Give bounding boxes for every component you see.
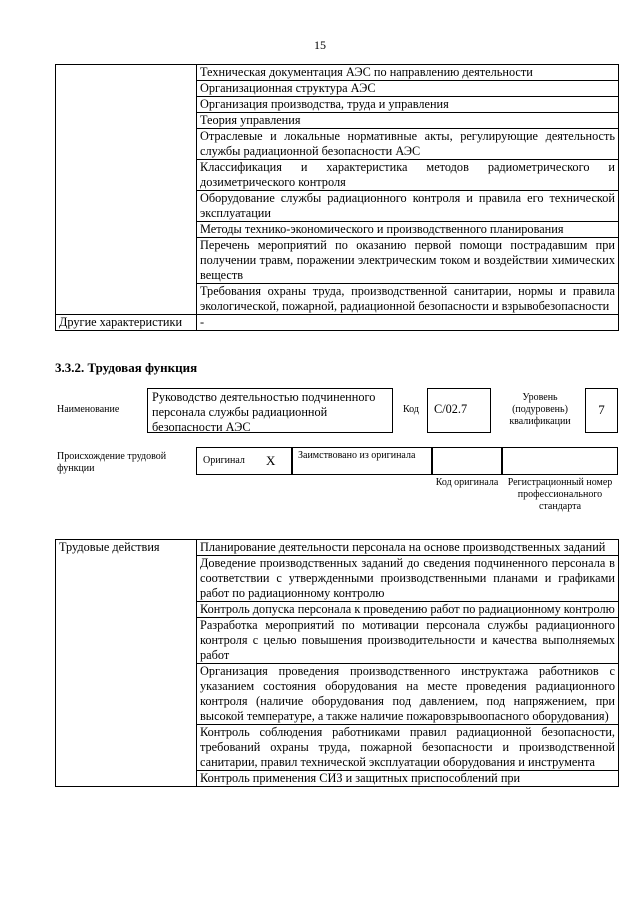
knowledge-item: Организация производства, труда и управления [197,97,619,113]
labor-actions-table [55,539,619,787]
knowledge-item: Организационная структура АЭС [197,81,619,97]
page-number: 15 [314,38,326,52]
original-code-label: Код оригинала [435,477,499,488]
labor-action-item: Разработка мероприятий по мотивации персонала службы радиационного контроля с целью повышения производительности и качества выполняемых работ [197,618,619,664]
registration-number-cell [502,447,618,475]
knowledge-item: Классификация и характеристика методов радиометрического и дозиметрического контроля [197,160,619,191]
labor-action-item: Контроль допуска персонала к проведению работ по радиационному контролю [197,602,619,618]
knowledge-item: Теория управления [197,113,619,129]
qualification-level: 7 [585,388,618,433]
table-row [56,540,619,556]
function-code: C/02.7 [427,388,491,433]
labor-action-item: Доведение производственных заданий до сведения подчиненного персонала в соответствии с утвержденными производственными планами и графиками работ по радиационному контролю [197,556,619,602]
section-heading: 3.3.2. Трудовая функция [55,360,198,375]
labor-actions-label: Трудовые действия [56,540,197,787]
knowledge-item: Перечень мероприятий по оказанию первой помощи пострадавшим при получении травм, поражении электрическим током и воздействии химических веществ [197,238,619,284]
name-label: Наименование [57,404,120,415]
original-cell [196,447,292,475]
table-row [56,65,619,81]
knowledge-item: Оборудование службы радиационного контроля и правила его технической эксплуатации [197,191,619,222]
original-label: Оригинал [203,455,245,466]
other-characteristics-label: Другие характеристики [56,315,197,331]
knowledge-item: Требования охраны труда, производственной санитарии, нормы и правила экологической, пожарной, радиационной безопасности и взрывобезопасности [197,284,619,315]
knowledge-item: Отраслевые и локальные нормативные акты, регулирующие деятельность службы радиационной безопасности АЭС [197,129,619,160]
qualification-level-label: Уровень (подуровень) квалификации [509,392,571,427]
knowledge-label-cell [56,65,197,315]
other-characteristics-value: - [197,315,619,331]
original-code-cell [432,447,502,475]
labor-action-item: Планирование деятельности персонала на основе производственных заданий [197,540,619,556]
labor-action-item: Контроль применения СИЗ и защитных приспособлений при [197,771,619,787]
registration-number-label: Регистрационный номер профессионального стандарта [507,477,613,512]
knowledge-table [55,64,619,331]
labor-action-item: Контроль соблюдения работниками правил радиационной безопасности, требований охраны труда, пожарной безопасности и производственной санитарии, правил технической эксплуатации оборудования и инструмента [197,725,619,771]
labor-action-item: Организация проведения производственного инструктажа работников с указанием состояния оборудования на месте проведения радиационного контроля (наличие оборудования под давлением, под напряжением, при высокой температуре, а также наличие пожаровзрывоопасного оборудования) [197,664,619,725]
knowledge-item: Методы технико-экономического и производственного планирования [197,222,619,238]
origin-label: Происхождение трудовой функции [57,451,167,474]
code-label: Код [403,404,419,415]
knowledge-item: Техническая документация АЭС по направлению деятельности [197,65,619,81]
table-row [56,315,619,331]
borrowed-cell: Заимствовано из оригинала [292,447,432,475]
function-name: Руководство деятельностью подчиненного персонала службы радиационной безопасности АЭС [147,388,393,433]
original-mark: X [266,453,276,468]
